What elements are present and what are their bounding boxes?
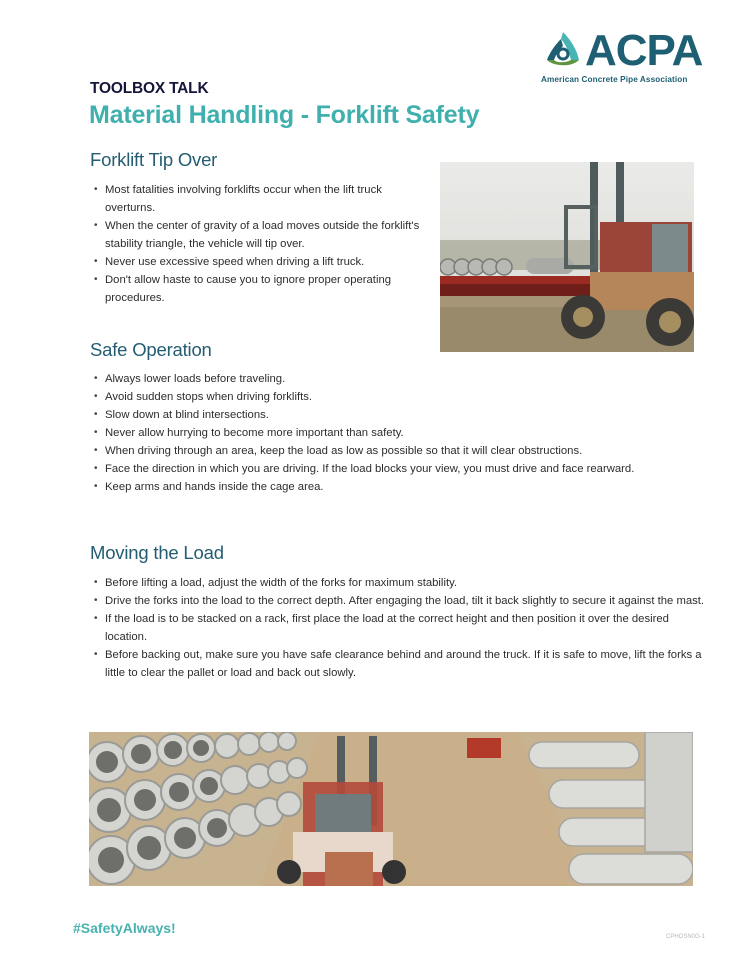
list-item: • Never allow hurrying to become more important than safety.	[105, 424, 705, 442]
section-heading-safe-operation: Safe Operation	[90, 339, 212, 360]
list-item: • Drive the forks into the load to the correct depth. After engaging the load, tilt it back slightly to secure it against the mast.	[105, 592, 705, 610]
pipe-yard-illustration	[89, 732, 693, 886]
list-item: • Face the direction in which you are driving. If the load blocks your view, you must drive and face rearward.	[105, 460, 705, 478]
list-item: • When driving through an area, keep the load as low as possible so that it will clear obstructions.	[105, 442, 705, 460]
list-item: • Keep arms and hands inside the cage area.	[105, 478, 705, 496]
section-heading-moving-load: Moving the Load	[90, 542, 224, 563]
tip-over-list	[90, 181, 435, 307]
list-item: • Never use excessive speed when driving a lift truck.	[105, 253, 435, 271]
page-title: Material Handling - Forklift Safety	[89, 101, 480, 129]
moving-load-list	[90, 574, 705, 682]
pipe-yard-photo	[89, 732, 693, 886]
section-heading-tip-over: Forklift Tip Over	[90, 149, 218, 170]
list-item: • Avoid sudden stops when driving forklifts.	[105, 388, 705, 406]
list-item: • Slow down at blind intersections.	[105, 406, 705, 424]
list-item: • Most fatalities involving forklifts occur when the lift truck overturns.	[105, 181, 435, 217]
list-item: • Before lifting a load, adjust the width of the forks for maximum stability.	[105, 574, 705, 592]
logo-subtitle: American Concrete Pipe Association	[541, 75, 688, 84]
acpa-logo-mark-icon	[541, 30, 583, 72]
logo-wordmark: ACPA	[585, 26, 703, 75]
list-item: • When the center of gravity of a load moves outside the forklift's stability triangle, the vehicle will tip over.	[105, 217, 435, 253]
forklift-photo-illustration	[440, 162, 694, 352]
list-item: • Always lower loads before traveling.	[105, 370, 705, 388]
toolbox-talk-label: TOOLBOX TALK	[90, 80, 209, 97]
acpa-logo	[541, 28, 711, 88]
forklift-flatbed-photo	[440, 162, 694, 352]
list-item: • If the load is to be stacked on a rack, first place the load at the correct height and then position it over the desired location.	[105, 610, 705, 646]
safe-operation-list	[90, 370, 705, 496]
list-item: • Don't allow haste to cause you to ignore proper operating procedures.	[105, 271, 435, 307]
document-code: CPHOSN0G-1	[666, 934, 706, 940]
safety-hashtag: #SafetyAlways!	[73, 920, 176, 936]
list-item: • Before backing out, make sure you have safe clearance behind and around the truck. If it is safe to move, lift the forks a little to clear the pallet or load and back out slowly.	[105, 646, 705, 682]
